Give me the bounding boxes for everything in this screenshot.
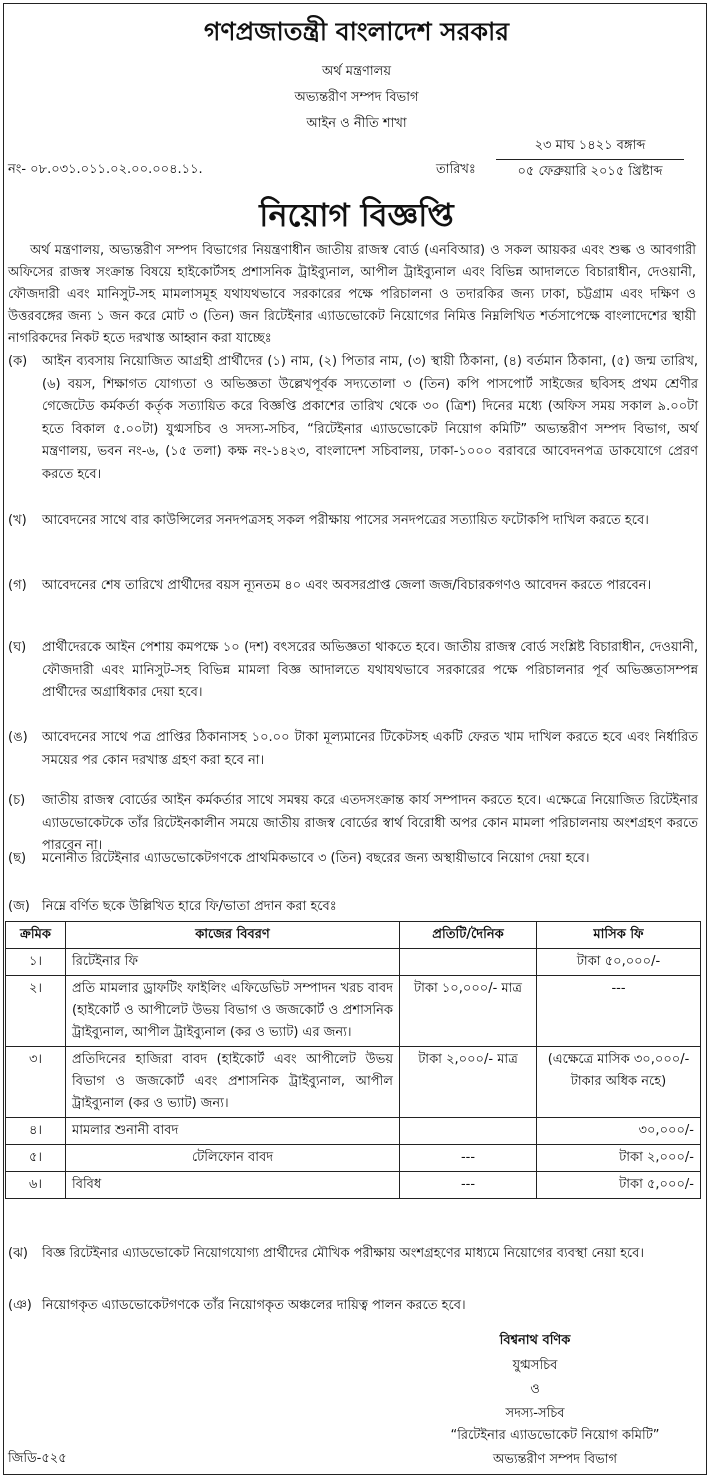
condition-item [8,1295,698,1318]
condition-text: নিম্নে বর্ণিত ছকে উল্লিখিত হারে ফি/ভাতা প্রদান করা হবেঃ [42,899,337,914]
cell-description: রিটেইনার ফি [66,949,400,976]
column-header-monthly: মাসিক ফি [537,922,701,949]
condition-marker: (জ) [8,899,30,914]
cell-description: প্রতিদিনের হাজিরা বাবদ (হাইকোর্ট এবং আপীলেট উভয় বিভাগ ও জজকোর্ট এবং প্রশাসনিক ট্রাইব্যুনাল, আপীল ট্রাইব্যুনাল (কর ও ভ্যাট) জন্য। [66,1047,400,1118]
condition-marker: (খ) [8,513,27,528]
signatory-designation: যুগ্মসচিব [512,1358,558,1373]
cell-description: বিবিধ [66,1172,400,1199]
wing-name: আইন ও নীতি শাখা [306,116,407,131]
condition-text: জাতীয় রাজস্ব বোর্ডের আইন কর্মকর্তার সাথে সমন্বয় করে এতদসংক্রান্ত কার্য সম্পাদন করতে হবে। এক্ষেত্রে নিয়োজিত রিটেইনার এ্যাডভোকেটকে তাঁর রিটেইনকালীন সময়ে জাতীয় রাজস্ব বোর্ডের স্বার্থ বিরোধী অপর কোন মামলা পরিচালনায় অংশগ্রহণ করতে পারবেন না। [42,793,698,853]
condition-marker: (ক) [8,354,28,369]
date-box [496,136,684,183]
condition-marker: (ঞ) [8,1298,32,1313]
division-name: অভ্যন্তরীণ সম্পদ বিভাগ [294,90,419,105]
date-english: ০৫ ফেব্রুয়ারি ২০১৫ খ্রিষ্টাব্দ [517,164,663,179]
cell-monthly: (এক্ষেত্রে মাসিক ৩০,০০০/- টাকার অধিক নহে) [537,1047,701,1118]
condition-marker: (ঙ) [8,730,28,745]
table-row [6,1047,701,1118]
cell-serial: ৪। [6,1118,66,1145]
cell-daily: টাকা ১০,০০০/- মাত্র [400,976,537,1047]
date-label: তারিখঃ [436,162,476,177]
condition-item [8,351,698,486]
condition-text: মনোনীত রিটেইনার এ্যাডভোকেটগণকে প্রাথমিকভাবে ৩ (তিন) বছরের জন্য অস্থায়ীভাবে নিয়োগ দেয়া হবে। [42,851,590,866]
cell-serial: ১। [6,949,66,976]
committee-name: “রিটেইনার এ্যাডভোকেট নিয়োগ কমিটি” [450,1428,660,1443]
condition-marker: (চ) [8,793,26,808]
table-row [6,1172,701,1199]
condition-text: বিজ্ঞ রিটেইনার এ্যাডভোকেট নিয়োগযোগ্য প্রার্থীদের মৌখিক পরীক্ষায় অংশগ্রহণের মাধ্যমে নিয়োগের ব্যবস্থা নেয়া হবে। [42,1246,645,1261]
condition-text: আবেদনের শেষ তারিখে প্রার্থীদের বয়স ন্যূনতম ৪০ এবং অবসরপ্রাপ্ত জেলা জজ/বিচারকগণও আবেদন করতে পারবেন। [42,578,652,593]
condition-item [8,510,698,533]
condition-text: আবেদনের সাথে পত্র প্রাপ্তির ঠিকানাসহ ১০.০০ টাকা মূল্যমানের টিকেটসহ একটি ফেরত খাম দাখিল করতে হবে এবং নির্ধারিত সময়ের পর কোন দরখাস্ত গ্রহণ করা হবে না। [42,730,698,768]
cell-description: মামলার শুনানী বাবদ [66,1118,400,1145]
condition-text: প্রার্থীদেরকে আইন পেশায় কমপক্ষে ১০ (দশ) বৎসরের অভিজ্ঞতা থাকতে হবে। জাতীয় রাজস্ব বোর্ড সংশ্লিষ্ট বিচারাধীন, দেওয়ানী, ফৌজদারী এবং মানিসুট-সহ বিভিন্ন মামলা বিজ্ঞ আদালতে যথাযথভাবে সরকারের পক্ষে পরিচালনার পূর্ব অভিজ্ঞতাসম্পন্ন প্রার্থীদের অগ্রাধিকার দেয়া হবে। [42,640,698,700]
cell-serial: ২। [6,976,66,1047]
signatory-designation-2: সদস্য-সচিব [505,1406,565,1421]
cell-daily: --- [400,1172,537,1199]
cell-description: প্রতি মামলার ড্রাফটিং ফাইলিং এফিডেভিট সম্পাদন খরচ বাবদ (হাইকোর্ট ও আপীলেট উভয় বিভাগ ও জজকোর্ট ও প্রশাসনিক ট্রাইব্যুনাল, আপীল ট্রাইব্যুনাল (কর ও ভ্যাট) এর জন্য। [66,976,400,1047]
cell-serial: ৫। [6,1145,66,1172]
column-header-description: কাজের বিবরণ [66,922,400,949]
condition-text: নিয়োগকৃত এ্যাডভোকেটগণকে তাঁর নিয়োগকৃত অঞ্চলের দায়িত্ব পালন করতে হবে। [42,1298,466,1313]
fee-table [5,921,701,1199]
condition-marker: (ঝ) [8,1246,28,1261]
table-row [6,949,701,976]
condition-text: আবেদনের সাথে বার কাউন্সিলের সনদপত্রসহ সকল পরীক্ষায় পাসের সনদপত্রের সত্যায়িত ফটোকপি দাখিল করতে হবে। [42,513,649,528]
cell-monthly: টাকা ৫০,০০০/- [537,949,701,976]
signatory-office: অভ্যন্তরীণ সম্পদ বিভাগ [492,1452,618,1467]
cell-monthly: --- [537,976,701,1047]
cell-monthly: টাকা ২,০০০/- [537,1145,701,1172]
condition-marker: (ছ) [8,851,27,866]
intro-paragraph: অর্থ মন্ত্রণালয়, অভ্যন্তরীণ সম্পদ বিভাগের নিয়ন্ত্রণাধীন জাতীয় রাজস্ব বোর্ড (এনবিআর) ও সকল আয়কর এবং শুল্ক ও আবগারী অফিসের রাজস্ব সংক্রান্ত বিষয়ে হাইকোর্টসহ প্রশাসনিক ট্রাইব্যুনাল, আপীল ট্রাইব্যুনাল এবং বিভিন্ন আদালতে বিচারাধীন, দেওয়ানী, ফৌজদারী এবং মানিসুট-সহ মামলাসমূহ যথাযথভাবে সরকারের পক্ষে পরিচালনা ও তদারকির জন্য ঢাকা, চট্টগ্রাম এবং দক্ষিণ ও উত্তরবঙ্গের জন্য ১ জন করে মোট ৩ (তিন) জন রিটেইনার এ্যাডভোকেট নিয়োগের নিমিত্ত নিম্নলিখিত শর্তসাপেক্ষে বাংলাদেশের স্থায়ী নাগরিকদের নিকট হতে দরখাস্ত আহ্বান করা যাচ্ছেঃ [8,243,696,346]
cell-monthly: টাকা ৫,০০০/- [537,1172,701,1199]
condition-item [8,575,698,598]
cell-daily [400,949,537,976]
condition-marker: (ঘ) [8,640,27,655]
condition-item [8,896,698,919]
cell-serial: ৩। [6,1047,66,1118]
ministry-name: অর্থ মন্ত্রণালয় [321,64,392,79]
condition-item [8,637,698,705]
cell-description: টেলিফোন বাবদ [66,1145,400,1172]
cell-daily: টাকা ২,০০০/- মাত্র [400,1047,537,1118]
fee-table-header [6,922,701,949]
condition-item [8,727,698,772]
column-header-daily: প্রতিটি/দৈনিক [400,922,537,949]
condition-marker: (গ) [8,578,27,593]
table-row [6,1145,701,1172]
column-header-serial: ক্রমিক [6,922,66,949]
date-bangla: ২৩ মাঘ ১৪২১ বঙ্গাব্দ [496,136,684,160]
signatory-and: ও [530,1382,540,1397]
cell-monthly: ৩০,০০০/- [537,1118,701,1145]
cell-daily [400,1118,537,1145]
signatory-name: বিশ্বনাথ বণিক [499,1333,571,1348]
condition-item [8,848,698,871]
notice-title: নিয়োগ বিজ্ঞপ্তি [259,196,454,234]
table-row [6,1118,701,1145]
table-row [6,976,701,1047]
cell-daily: --- [400,1145,537,1172]
condition-item [8,1243,698,1266]
government-title: গণপ্রজাতন্ত্রী বাংলাদেশ সরকার [204,17,509,46]
memo-number: নং- ০৮.০৩১.০১১.০২.০০.০০৪.১১. [8,162,203,177]
condition-text: আইন ব্যবসায় নিয়োজিত আগ্রহী প্রার্থীদের (১) নাম, (২) পিতার নাম, (৩) স্থায়ী ঠিকানা, (৪) বর্তমান ঠিকানা, (৫) জন্ম তারিখ, (৬) বয়স, শিক্ষাগত যোগ্যতা ও অভিজ্ঞতা উল্লেখপূর্বক সদ্যতোলা ৩ (তিন) কপি পাসপোর্ট সাইজের ছবিসহ প্রথম শ্রেণীর গেজেটেড কর্মকর্তা কর্তৃক সত্যায়িত করে বিজ্ঞপ্তি প্রকাশের তারিখ থেকে ৩০ (ত্রিশ) দিনের মধ্যে (অফিস সময় সকাল ৯.০০টা হতে বিকাল ৫.০০টা) যুগ্মসচিব ও সদস্য-সচিব, “রিটেইনার এ্যাডভোকেট নিয়োগ কমিটি” অভ্যন্তরীণ সম্পদ বিভাগ, অর্থ মন্ত্রণালয়, ভবন নং-৬, (১৫ তলা) কক্ষ নং-১৪২৩, বাংলাদেশ সচিবালয়, ঢাকা-১০০০ বরাবরে আবেদনপত্র ডাকযোগে প্রেরণ করতে হবে। [42,354,698,482]
gd-code: জিডি-৫২৫ [8,1451,67,1466]
cell-serial: ৬। [6,1172,66,1199]
